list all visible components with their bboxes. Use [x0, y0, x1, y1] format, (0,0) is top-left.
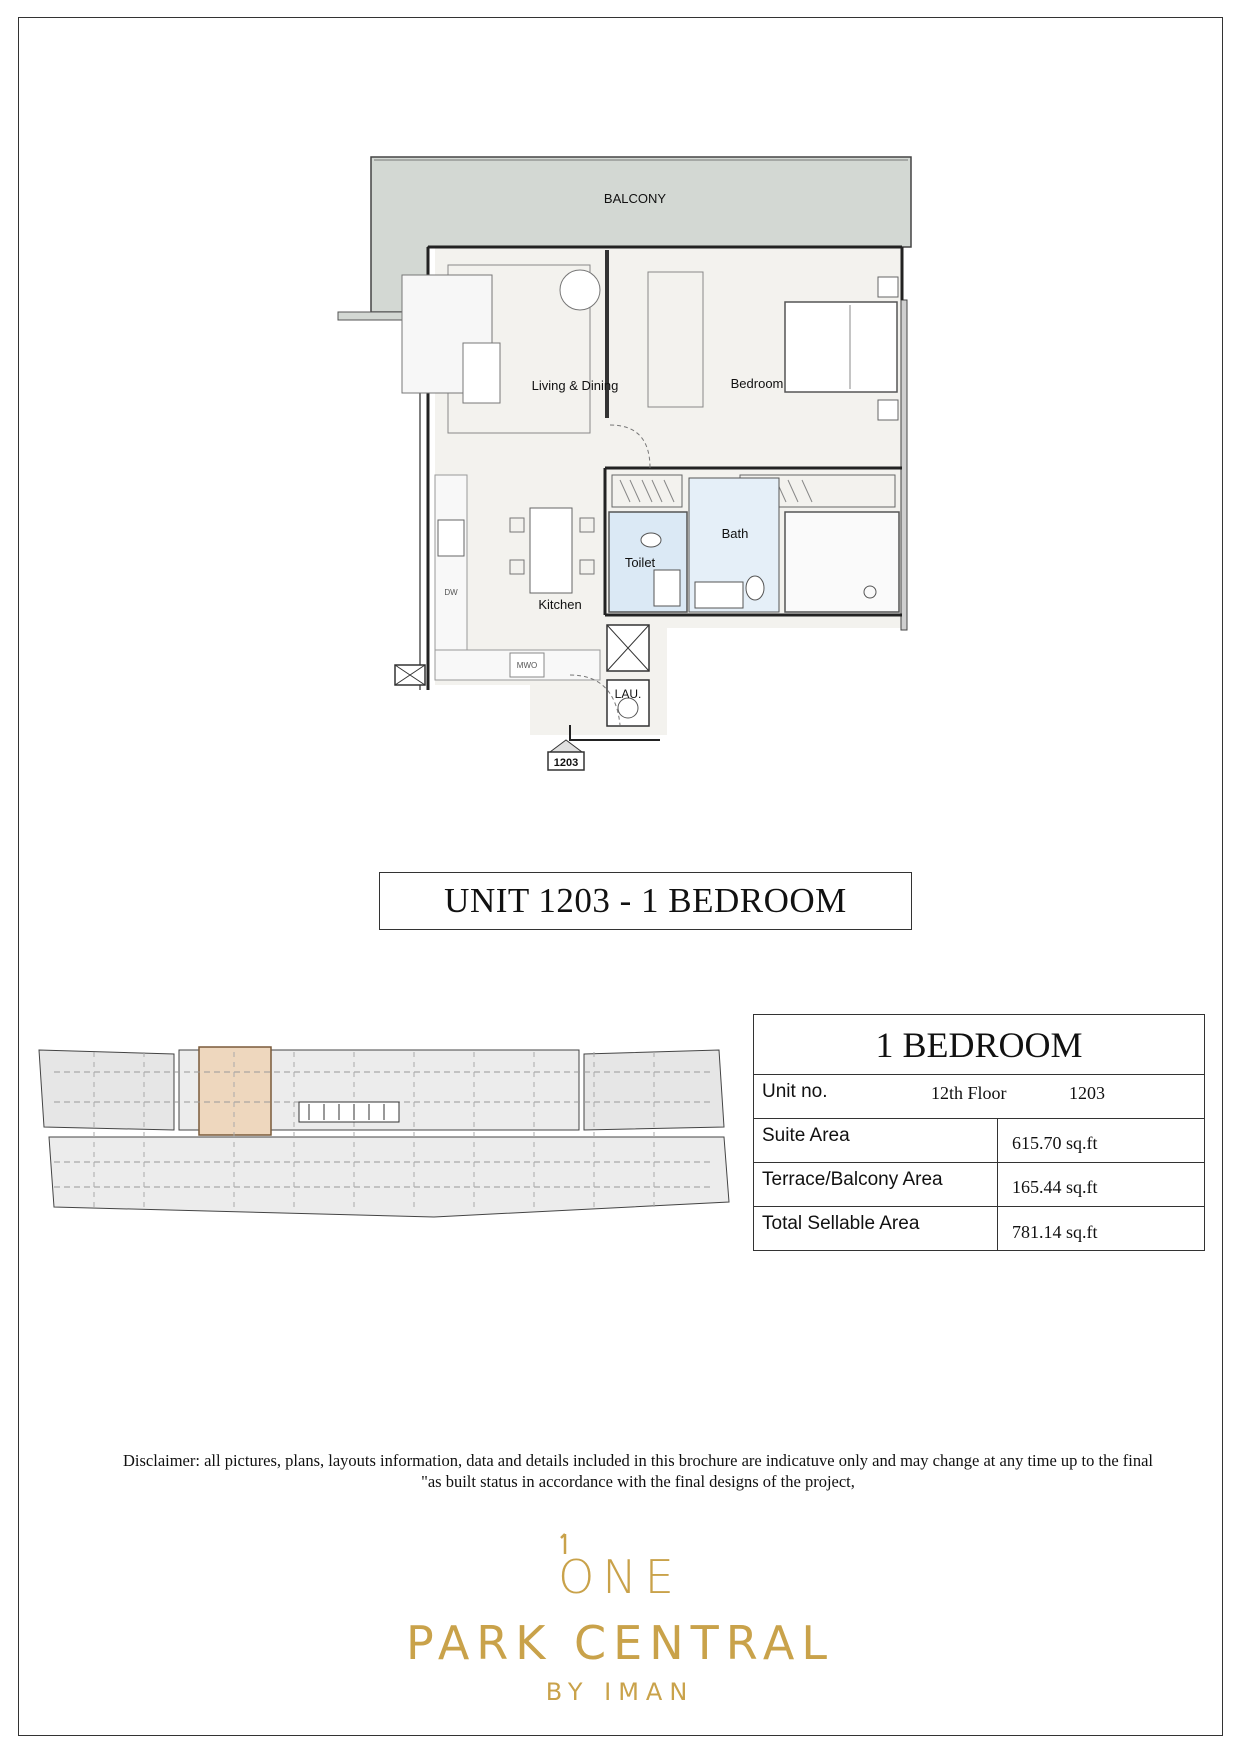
living-dining-label: Living & Dining	[531, 378, 619, 393]
toilet-label: Toilet	[624, 555, 656, 570]
suite-area-value: 615.70 sq.ft	[997, 1119, 1206, 1162]
unit-title: UNIT 1203 - 1 BEDROOM	[444, 881, 847, 920]
terrace-area-row	[754, 1163, 1204, 1207]
bedroom-label: Bedroom	[730, 376, 784, 391]
unit-no-value: 1203	[1069, 1083, 1105, 1103]
total-area-value: 781.14 sq.ft	[997, 1207, 1206, 1251]
bath-label: Bath	[721, 526, 749, 541]
terrace-area-label: Terrace/Balcony Area	[762, 1169, 943, 1190]
mwo-label: MWO	[516, 661, 538, 670]
logo-line-park-central: PARK CENTRAL	[406, 1616, 834, 1670]
unit-tag-label: 1203	[553, 757, 579, 769]
dw-label: DW	[444, 588, 458, 597]
floor-value: 12th Floor	[931, 1083, 1007, 1103]
brand-logo	[330, 1528, 910, 1708]
unit-info-table	[753, 1014, 1205, 1251]
unit-floor-plan	[330, 150, 930, 790]
logo-line-by-iman: BY IMAN	[545, 1678, 695, 1706]
disclaimer-line-2: "as built status in accordance with the final designs of the project,	[421, 1472, 855, 1491]
suite-area-label: Suite Area	[762, 1125, 850, 1146]
total-area-row	[754, 1207, 1204, 1251]
laundry-label: LAU.	[614, 687, 642, 701]
disclaimer	[60, 1450, 1216, 1492]
unit-no-label: Unit no.	[762, 1081, 828, 1102]
suite-area-row	[754, 1119, 1204, 1163]
disclaimer-line-1: Disclaimer: all pictures, plans, layouts information, data and details included in this brochure are indicatuve only and may change at any time up to the final	[122, 1451, 1154, 1470]
balcony-label: BALCONY	[603, 191, 667, 206]
kitchen-label: Kitchen	[538, 597, 582, 612]
unit-title-box	[379, 872, 912, 930]
unit-no-row	[754, 1075, 1204, 1119]
terrace-area-value: 165.44 sq.ft	[997, 1163, 1206, 1206]
key-plan	[34, 1042, 734, 1222]
info-table-heading: 1 BEDROOM	[754, 1015, 1204, 1075]
total-area-label: Total Sellable Area	[762, 1213, 920, 1234]
logo-line-one: ONE	[558, 1550, 682, 1604]
